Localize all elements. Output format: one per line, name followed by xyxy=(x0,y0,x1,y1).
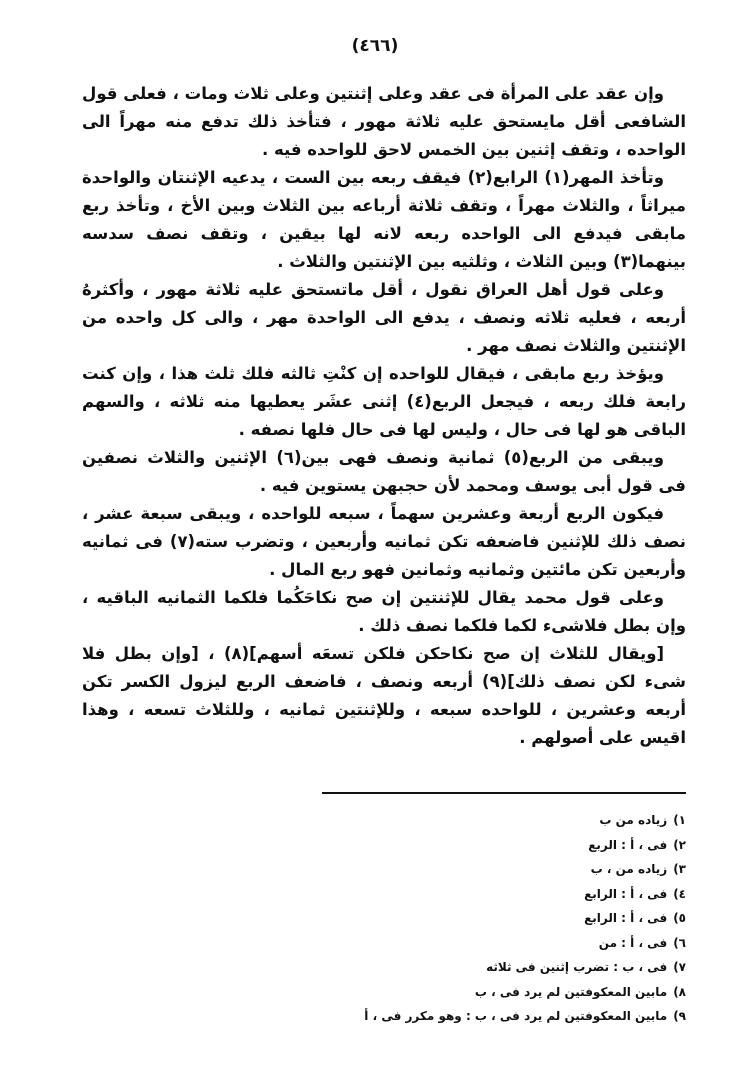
paragraph: ويبقى من الربع(٥) ثمانية ونصف فهى بين(٦) الإثنين والثلاث نصفين فى قول أبى يوسف ومحمد لأن حجبهن يستوين فيه . xyxy=(82,448,686,495)
footnote-text: زياده من ، ب xyxy=(590,862,668,876)
footnote-text: فى ، أ : الرابع xyxy=(584,886,668,901)
paragraph: ويؤخذ ربع مابقى ، فيقال للواحده إن كنْتِ ثالثه فلك ثلث هذا ، وإن كنت رابعة فلك ربعه ، فيجعل الربع(٤) إثنى عشَر يعطيها منه ثلاثه ، والسهم الباقى هو لها فى حال ، وليس لها فى حال فلها نصفه . xyxy=(82,364,686,439)
footnote-number: ٢) xyxy=(673,837,686,852)
footnotes xyxy=(250,808,686,1029)
footnote-text: فى ، أ : الربع xyxy=(588,837,668,852)
paragraph: فيكون الربع أربعة وعشرين سهماً ، سبعه للواحده ، ويبقى سبعة عشر ، نصف ذلك للإثنين فاضعفه تكن ثمانيه وأربعين ، وتضرب سته(٧) فى ثمانيه وأربعين تكن مائتين وثمانيه وثمانين فهو ربع المال . xyxy=(82,504,686,579)
paragraph: وتأخذ المهر(١) الرابع(٢) فيقف ربعه بين الست ، يدعيه الإثنتان والواحدة ميراثاً ، والثلاث مهراً ، وتقف ثلاثة أرباعه بين الثلاث وبين الأخ ، وتأخذ ربع مابقى فيدفع الى الواحده ربعه لانه لها بيقين ، وتقف نصف سدسه بينهما(٣) وبين الثلاث ، وثلثيه بين الإثنتين والثلاث . xyxy=(82,168,686,271)
footnote xyxy=(250,980,686,1005)
footnote xyxy=(250,833,686,858)
footnote-number: ٣) xyxy=(673,862,686,876)
paragraph: وعلى قول أهل العراق نقول ، أقل ماتستحق عليه ثلاثة مهور ، وأكثرهُ أربعه ، فعليه ثلاثه ونصف ، يدفع الى الواحدة مهر ، والى كل واحده من الإثنتين والثلاث نصف مهر . xyxy=(82,280,686,355)
footnote-number: ١) xyxy=(673,813,686,827)
footnote-text: مابين المعكوفتين لم يرد فى ، ب xyxy=(474,984,668,999)
footnote-number: ٤) xyxy=(673,886,686,901)
footnote-text: زياده من ب xyxy=(599,813,668,827)
footnote-number: ٩) xyxy=(673,1009,686,1023)
page-number: (٤٦٦) xyxy=(351,36,399,56)
footnote xyxy=(250,1004,686,1029)
footnote xyxy=(250,808,686,833)
paragraph: وإن عقد على المرأة فى عقد وعلى إثنتين وعلى ثلاث ومات ، فعلى قول الشافعى أقل مايستحق عليه ثلاثة مهور ، فتأخذ ذلك تدفع منه مهراً الى الواحده ، وتقف إثنين بين الخمس لاحق للواحده فيه . xyxy=(82,84,686,159)
footnote xyxy=(250,955,686,980)
paragraph: [ويقال للثلاث إن صح نكاحكن فلكن تسعَه أسهم](٨) ، [وإن بطل فلا شىء لكن نصف ذلك](٩) أربعه ونصف ، فاضعف الربع ليزول الكسر تكن أربعه وعشرين ، للواحده سبعه ، وللإثنتين ثمانيه ، وللثلاث تسعه ، وهذا اقيس على أصولهم . xyxy=(82,644,686,747)
footnote xyxy=(250,857,686,882)
paragraph: وعلى قول محمد يقال للإثنتين إن صح نكاحَكُما فلكما الثمانيه الباقيه ، وإن بطل فلاشىء لكما فلكما نصف ذلك . xyxy=(82,588,686,635)
footnote-text: فى ، أ : الرابع xyxy=(584,911,668,925)
footnote-number: ٨) xyxy=(673,984,686,999)
footnote xyxy=(250,906,686,931)
footnote-number: ٧) xyxy=(673,960,686,974)
footnote-text: فى ، ب : تضرب إثنين فى ثلاثه xyxy=(486,960,668,974)
body-text xyxy=(82,80,686,752)
footnote-text: فى ، أ : من xyxy=(598,935,668,950)
footnote xyxy=(250,931,686,956)
footnote-number: ٥) xyxy=(673,911,686,925)
footnote-number: ٦) xyxy=(673,935,686,950)
footnote xyxy=(250,882,686,907)
footnote-divider xyxy=(322,792,686,794)
footnote-text: مابين المعكوفتين لم يرد فى ، ب : وهو مكرر فى ، أ xyxy=(364,1009,668,1023)
